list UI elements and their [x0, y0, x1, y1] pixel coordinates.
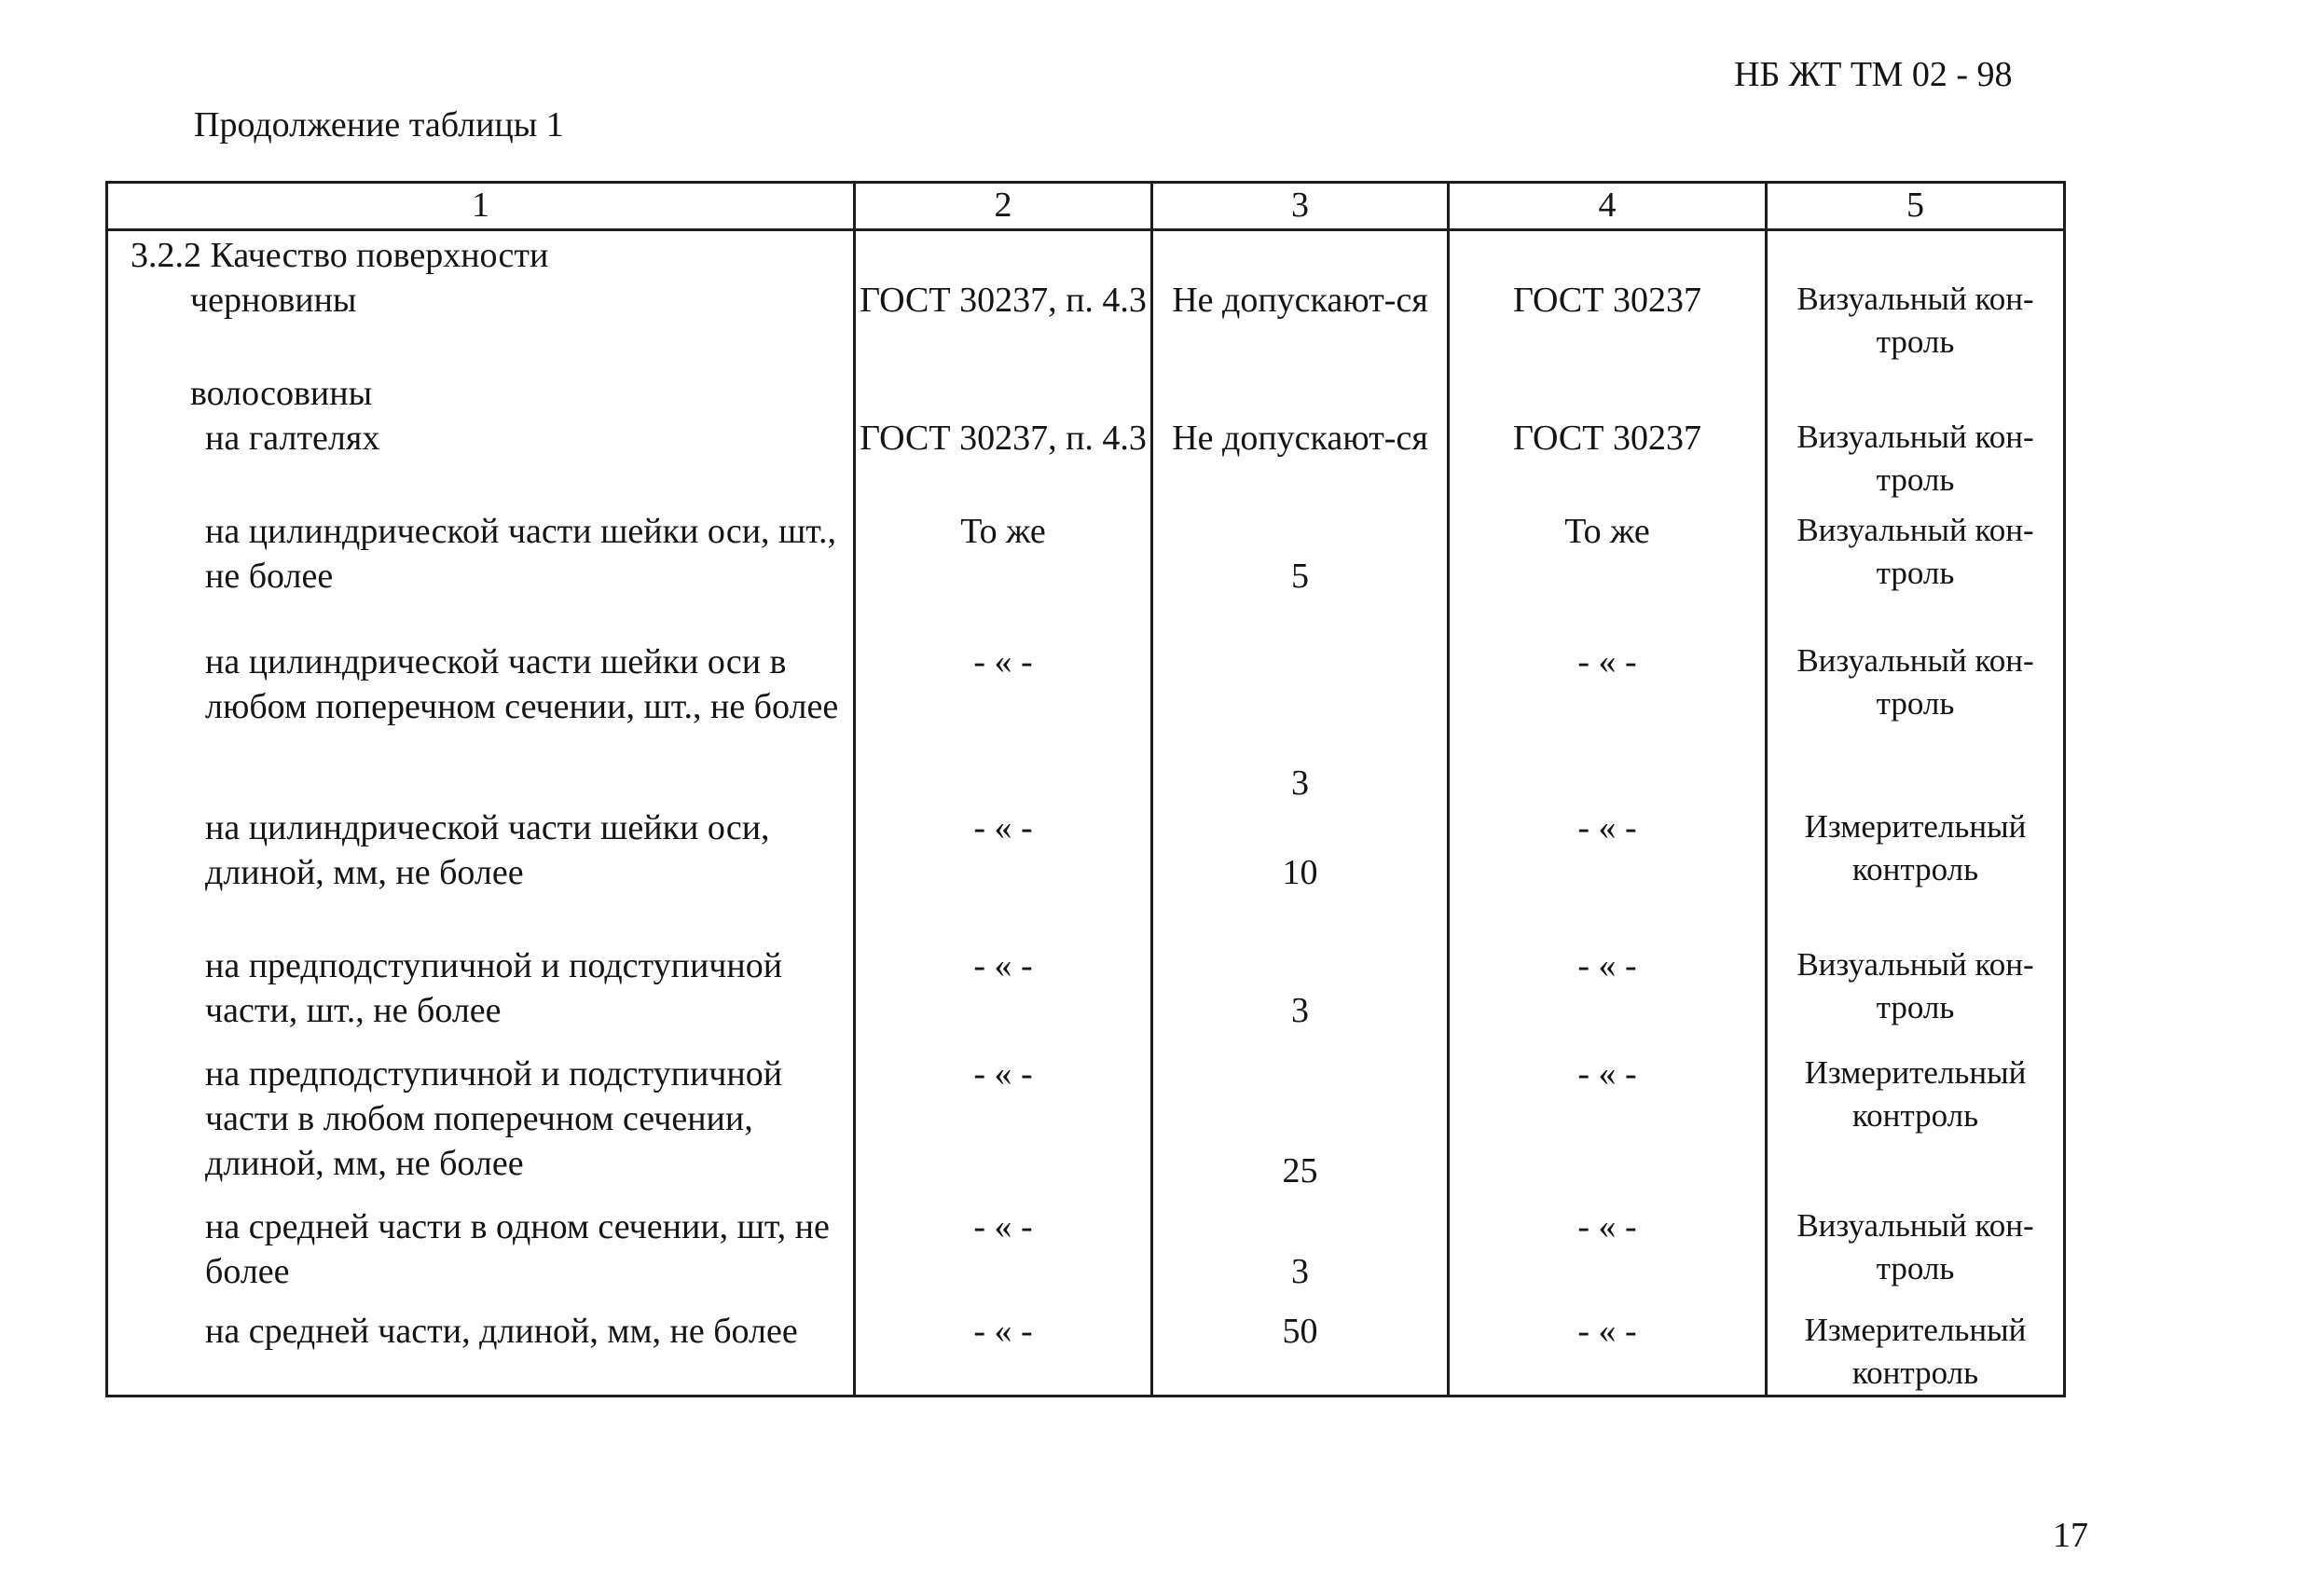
table-row [107, 416, 2065, 509]
standard-cell: - « - [855, 1204, 1152, 1309]
requirement-value: 3 [1291, 1252, 1309, 1291]
method-standard-cell: То же [1449, 509, 1767, 640]
standard-cell: - « - [855, 1052, 1152, 1204]
control-type-cell: Визуальный кон-троль [1767, 640, 2065, 805]
control-type-cell: Визуальный кон-троль [1767, 509, 2065, 640]
page-number: 17 [2053, 1516, 2088, 1555]
requirement-value: 25 [1282, 1151, 1318, 1190]
standard-cell: То же [855, 509, 1152, 640]
requirement-cell [1152, 943, 1449, 1052]
control-type-cell: Визуальный кон-троль [1767, 416, 2065, 509]
table-row [107, 805, 2065, 943]
requirement-cell [1152, 1204, 1449, 1309]
method-standard-cell: ГОСТ 30237 [1449, 416, 1767, 509]
table-row [107, 640, 2065, 805]
parameter-cell [107, 278, 855, 371]
document-code: НБ ЖТ ТМ 02 - 98 [1734, 55, 2013, 94]
standard-cell: - « - [855, 1309, 1152, 1396]
column-number: 3 [1152, 183, 1449, 230]
control-type-cell: Визуальный кон-троль [1767, 943, 2065, 1052]
parameter-cell [107, 1204, 855, 1309]
parameter-label: на средней части, длиной, мм, не более [205, 1312, 798, 1351]
table-row [107, 509, 2065, 640]
table-row [107, 371, 2065, 416]
parameter-cell [107, 943, 855, 1052]
column-number: 4 [1449, 183, 1767, 230]
section-title-cell [107, 230, 855, 279]
parameter-cell [107, 509, 855, 640]
method-standard-cell: - « - [1449, 1309, 1767, 1396]
parameter-cell [107, 416, 855, 509]
requirement-cell [1152, 805, 1449, 943]
specification-table [105, 181, 2066, 1397]
method-standard-cell: - « - [1449, 640, 1767, 805]
parameter-label: на цилиндрической части шейки оси в любом поперечном сечении, шт., не более [205, 642, 839, 726]
column-number-row [107, 183, 2065, 230]
parameter-cell [107, 805, 855, 943]
parameter-label: на предподступичной и подступичной части в любом поперечном сечении, длиной, мм, не более [205, 1054, 783, 1183]
parameter-label: на цилиндрической части шейки оси, длиной, мм, не более [205, 808, 770, 892]
table-row [107, 1204, 2065, 1309]
requirement-cell: Не допускают-ся [1152, 416, 1449, 509]
parameter-cell [107, 640, 855, 805]
parameter-cell [107, 1052, 855, 1204]
control-type-cell: Измерительный контроль [1767, 1309, 2065, 1396]
method-standard-cell: - « - [1449, 805, 1767, 943]
standard-cell: - « - [855, 943, 1152, 1052]
table-caption: Продолжение таблицы 1 [194, 105, 564, 144]
requirement-value: 3 [1291, 991, 1309, 1030]
requirement-value: 3 [1291, 764, 1309, 803]
table-row [107, 943, 2065, 1052]
control-type-cell: Визуальный кон-троль [1767, 1204, 2065, 1309]
control-type-cell: Визуальный кон-троль [1767, 278, 2065, 371]
requirement-cell: 50 [1152, 1309, 1449, 1396]
requirement-cell: Не допускают-ся [1152, 278, 1449, 371]
method-standard-cell: - « - [1449, 1204, 1767, 1309]
parameter-label: черновины [190, 281, 357, 320]
parameter-label: на предподступичной и подступичной части, шт., не более [205, 946, 783, 1030]
section-title: 3.2.2 Качество поверхности [131, 236, 549, 275]
requirement-value: 5 [1291, 557, 1309, 596]
parameter-label: на галтелях [205, 419, 380, 458]
table-row [107, 1309, 2065, 1396]
parameter-cell [107, 1309, 855, 1396]
subheading-cell [107, 371, 855, 416]
control-type-cell: Измерительный контроль [1767, 805, 2065, 943]
standard-cell: ГОСТ 30237, п. 4.3 [855, 416, 1152, 509]
standard-cell: - « - [855, 640, 1152, 805]
column-number: 2 [855, 183, 1152, 230]
subheading-label: волосовины [190, 374, 373, 413]
column-number: 1 [107, 183, 855, 230]
method-standard-cell: - « - [1449, 943, 1767, 1052]
table-row [107, 278, 2065, 371]
method-standard-cell: - « - [1449, 1052, 1767, 1204]
standard-cell: - « - [855, 805, 1152, 943]
column-number: 5 [1767, 183, 2065, 230]
requirement-value: 10 [1282, 853, 1318, 892]
parameter-label: на средней части в одном сечении, шт, не более [205, 1207, 830, 1291]
control-type-cell: Измерительный контроль [1767, 1052, 2065, 1204]
standard-cell: ГОСТ 30237, п. 4.3 [855, 278, 1152, 371]
table-row [107, 1052, 2065, 1204]
parameter-label: на цилиндрической части шейки оси, шт., не более [205, 512, 837, 596]
requirement-cell [1152, 1052, 1449, 1204]
table-row [107, 230, 2065, 279]
method-standard-cell: ГОСТ 30237 [1449, 278, 1767, 371]
requirement-cell [1152, 640, 1449, 805]
requirement-cell [1152, 509, 1449, 640]
